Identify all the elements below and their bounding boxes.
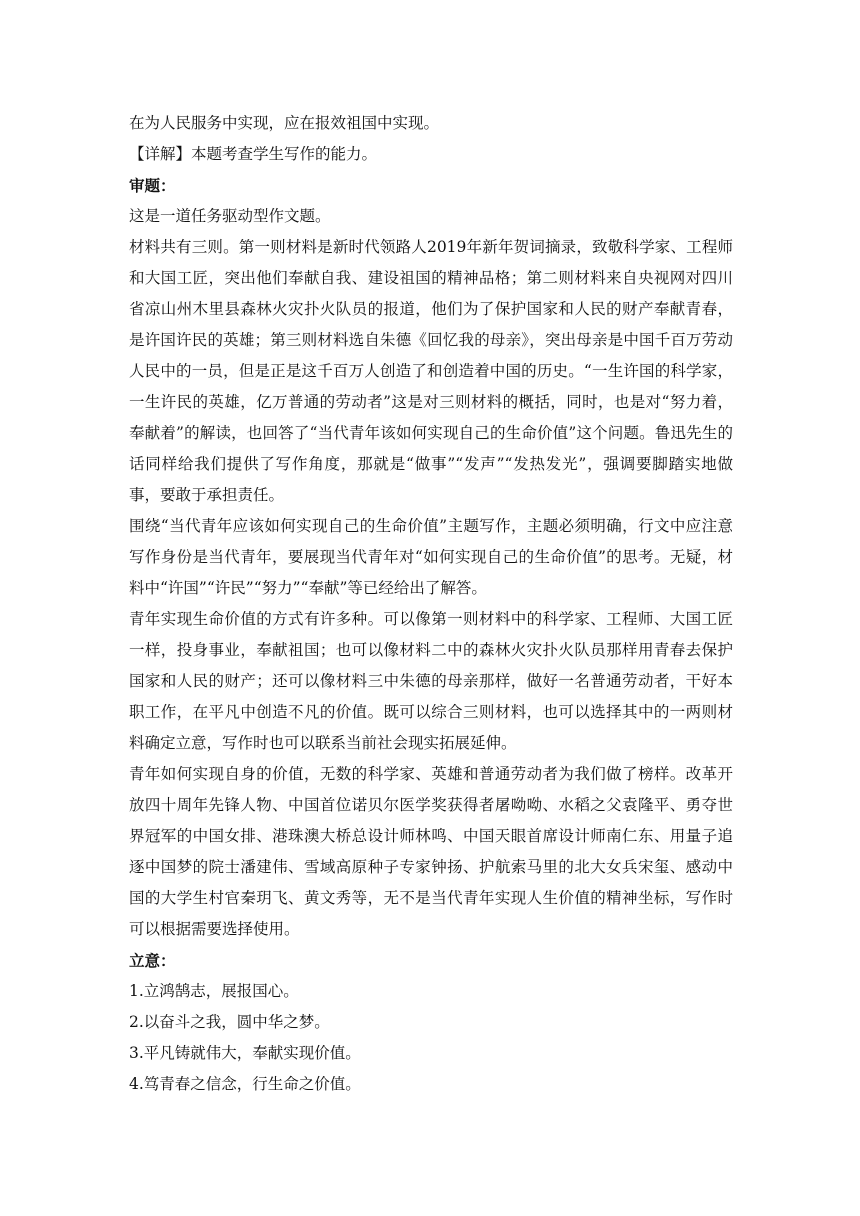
list-item: 4.笃青春之信念，行生命之价值。 — [129, 1075, 361, 1093]
heading-shenti: 审题： — [129, 176, 176, 195]
list-item: 3.平凡铸就伟大，奉献实现价值。 — [129, 1044, 361, 1062]
paragraph-materials-summary: 材料共有三则。第一则材料是新时代领路人2019年新年贺词摘录，致敬科学家、工程师和大国工匠，突出他们奉献自我、建设祖国的精神品格；第二则材料来自央视网对四川省凉山州木里县森林火灾扑火队员的报道，他们为了保护国家和人民的财产奉献青春，是许国许民的英雄；第三则材料选自朱德《回忆我的母亲》，突出母亲是中国千百万劳动人民中的一员，但是正是这千百万人创造了和创造着中国的历史。“一生许国的科学家，一生许民的英雄，亿万普通的劳动者”这是对三则材料的概括，同时，也是对“努力着，奉献着”的解读，也回答了“当代青年该如何实现自己的生命价值”这个问题。鲁迅先生的话同样给我们提供了写作角度，那就是“做事”“发声”“发热发光”，强调要脚踏实地做事，要敢于承担责任。 — [129, 238, 733, 504]
paragraph-theme-guidance: 围绕“当代青年应该如何实现自己的生命价值”主题写作，主题必须明确，行文中应注意写作身份是当代青年，要展现当代青年对“如何实现自己的生命价值”的思考。无疑，材料中“许国”“许民”“努力”“奉献”等已经给出了解答。 — [129, 517, 733, 597]
paragraph-ways-of-value: 青年实现生命价值的方式有许多种。可以像第一则材料中的科学家、工程师、大国工匠一样，投身事业，奉献祖国；也可以像材料二中的森林火灾扑火队员那样用青春去保护国家和人民的财产；还可以像材料三中朱德的母亲那样，做好一名普通劳动者，干好本职工作，在平凡中创造不凡的价值。既可以综合三则材料，也可以选择其中的一两则材料确定立意，写作时也可以联系当前社会现实拓展延伸。 — [129, 610, 733, 752]
paragraph-conclusion-fragment: 在为人民服务中实现，应在报效祖国中实现。 — [129, 114, 440, 132]
list-item: 1.立鸿鹄志，展报国心。 — [129, 982, 299, 1000]
list-item: 2.以奋斗之我，圆中华之梦。 — [129, 1013, 330, 1031]
document-body — [129, 108, 733, 1100]
paragraph-role-models: 青年如何实现自身的价值，无数的科学家、英雄和普通劳动者为我们做了榜样。改革开放四十周年先锋人物、中国首位诺贝尔医学奖获得者屠呦呦、水稻之父袁隆平、勇夺世界冠军的中国女排、港珠澳大桥总设计师林鸣、中国天眼首席设计师南仁东、用量子追逐中国梦的院士潘建伟、雪域高原种子专家钟扬、护航索马里的北大女兵宋玺、感动中国的大学生村官秦玥飞、黄文秀等，无不是当代青年实现人生价值的精神坐标，写作时可以根据需要选择使用。 — [129, 765, 733, 938]
heading-liyi: 立意： — [129, 951, 176, 970]
paragraph-task-type: 这是一道任务驱动型作文题。 — [129, 207, 331, 225]
paragraph-explanation: 【详解】本题考查学生写作的能力。 — [129, 145, 378, 163]
